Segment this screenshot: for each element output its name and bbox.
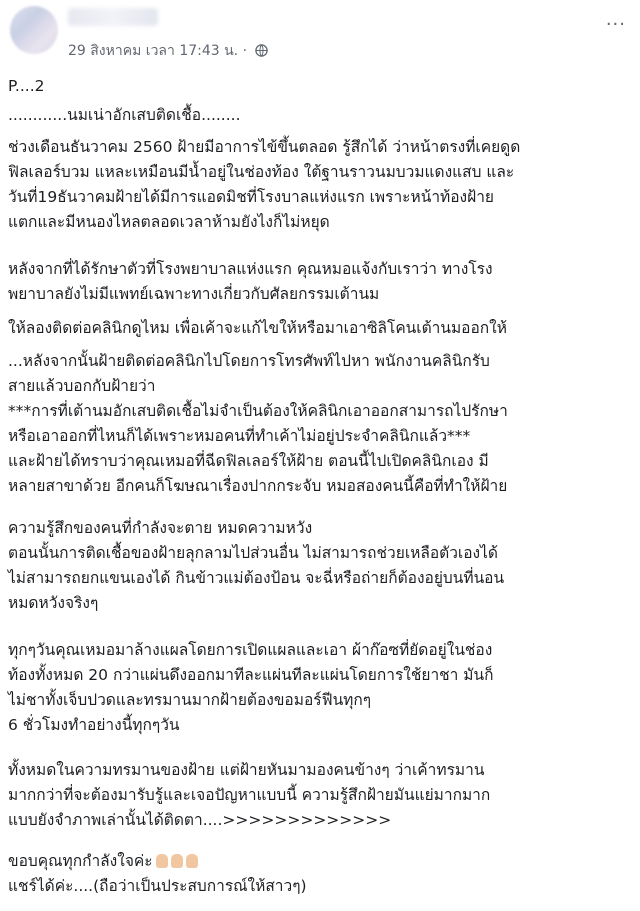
text-line: ............นมเน่าอักเสบติดเชื้อ........ — [8, 106, 241, 124]
globe-icon — [255, 44, 268, 61]
text-line: ช่วงเดือนธันวาคม 2560 ฝ้ายมีอาการไข้ขึ้นตลอด รู้สึกได้ ว่าหน้าตรงที่เคยดูด — [8, 138, 521, 156]
text-line: ***การที่เต้านมอักเสบติดเชื้อไม่จำเป็นต้องให้คลินิกเอาออกสามารถไปรักษา — [8, 402, 508, 420]
text-line: ทั้งหมดในความทรมานของฝ้าย แต่ฝ้ายหันมามองคนข้างๆ ว่าเค้าทรมาน — [8, 761, 485, 779]
text-line: 6 ชั่วโมงทำอย่างนี้ทุกๆวัน — [8, 716, 180, 734]
text-line: หลายสาขาด้วย อีกคนก็โฆษณาเรื่องปากกระจับ หมอสองคนนี้คือที่ทำให้ฝ้าย — [8, 477, 508, 495]
paragraph-8 — [8, 638, 494, 738]
text-line: ทุกๆวันคุณเหมอมาล้างแผลโดยการเปิดแผลและเอา ผ้าก๊อซที่ยัดอยู่ในช่อง — [8, 641, 493, 659]
post-meta — [68, 40, 268, 62]
text-line: หลังจากที่ได้รักษาตัวที่โรงพยาบาลแห่งแรก คุณหมอแจ้งกับเราว่า ทางโรง — [8, 260, 493, 278]
post-timestamp[interactable]: 29 สิงหาคม เวลา 17:43 น. · — [68, 43, 252, 59]
closing — [8, 849, 307, 899]
avatar[interactable] — [10, 6, 58, 54]
more-options-button[interactable]: ··· — [605, 14, 626, 35]
paragraph-7 — [8, 516, 504, 616]
text-line: หรือเอาออกที่ไหนก็ได้เพราะหมอคนที่ทำเค้าไม่อยู่ประจำคลินิกแล้ว*** — [8, 427, 471, 445]
text-line: ความรู้สึกของคนที่กำลังจะตาย หมดความหวัง — [8, 519, 313, 537]
paragraph-3 — [8, 135, 520, 235]
paragraph-2 — [8, 103, 241, 128]
text-line: ...หลังจากนั้นฝ้ายติดต่อคลินิกไปโดยการโทรศัพท์ไปหา พนักงานคลินิกรับ — [8, 352, 490, 370]
text-line: ตอนนั้นการติดเชื้อของฝ้ายลุกลามไปส่วนอื่น ไม่สามารถช่วยเหลือตัวเองได้ — [8, 544, 498, 562]
thanks-line — [8, 849, 307, 874]
text-line: สายแล้วบอกกับฝ้ายว่า — [8, 377, 156, 395]
paragraph-4 — [8, 257, 493, 307]
author-name-blurred[interactable] — [68, 8, 158, 26]
text-line: ให้ลองติดต่อคลินิกดูไหม เพื่อเค้าจะแก้ไขให้หรือมาเอาซิลิโคนเต้านมออกให้ — [8, 319, 507, 337]
post-header — [0, 0, 640, 72]
text-line: พยาบาลยังไม่มีแพทย์เฉพาะทางเกี่ยวกับศัลยกรรมเต้านม — [8, 285, 380, 303]
text-line: P....2 — [8, 77, 45, 95]
share-line: แชร์ได้ค่ะ....(ถือว่าเป็นประสบการณ์ให้สาวๆ) — [8, 877, 307, 895]
text-line: วันที่19ธันวาคมฝ้ายได้มีการแอดมิชที่โรงบาลแห่งแรก เพราะหน้าท้องฝ้าย — [8, 188, 494, 206]
text-line: มากกว่าที่จะต้องมารับรู้และเจอปัญหาแบบนี้ ความรู้สึกฝ้ายมันแย่มากมาก — [8, 786, 491, 804]
text-line: แตกและมีหนองไหลตลอดเวลาห้ามยังไงก็ไม่หยุด — [8, 213, 330, 231]
paragraph-6 — [8, 349, 508, 499]
paragraph-1 — [8, 74, 45, 99]
text-line: ไม่สามารถยกแขนเองได้ กินข้าวแม่ต้องป้อน จะฉี่หรือถ่ายก็ต้องอยู่บนที่นอน — [8, 569, 505, 587]
paragraph-9 — [8, 758, 490, 833]
text-line: ไม่ชาทั้งเจ็บปวดและทรมานมากฝ้ายต้องขอมอร์ฟีนทุกๆ — [8, 691, 372, 709]
praying-hands-icon — [153, 849, 198, 874]
text-line: ฟิลเลอร์บวม แหละเหมือนมีน้ำอยู่ในช่องท้อง ใต้ฐานราวนมบวมแดงแสบ และ — [8, 163, 515, 181]
text-line: แบบยังจำภาพเล่านั้นได้ติดตา....>>>>>>>>>>>>> — [8, 811, 392, 829]
text-line: หมดหวังจริงๆ — [8, 594, 99, 612]
text-line: และฝ้ายได้ทราบว่าคุณเหมอที่ฉีดฟิลเลอร์ให้ฝ้าย ตอนนี้ไปเปิดคลินิกเอง มี — [8, 452, 489, 470]
paragraph-5 — [8, 316, 507, 341]
text-line: ท้องทั้งหมด 20 กว่าแผ่นดึงออกมาทีละแผ่นทีละแผ่นโดยการใช้ยาชา มันก็ — [8, 666, 494, 684]
thanks-text: ขอบคุณทุกกำลังใจค่ะ — [8, 852, 153, 870]
